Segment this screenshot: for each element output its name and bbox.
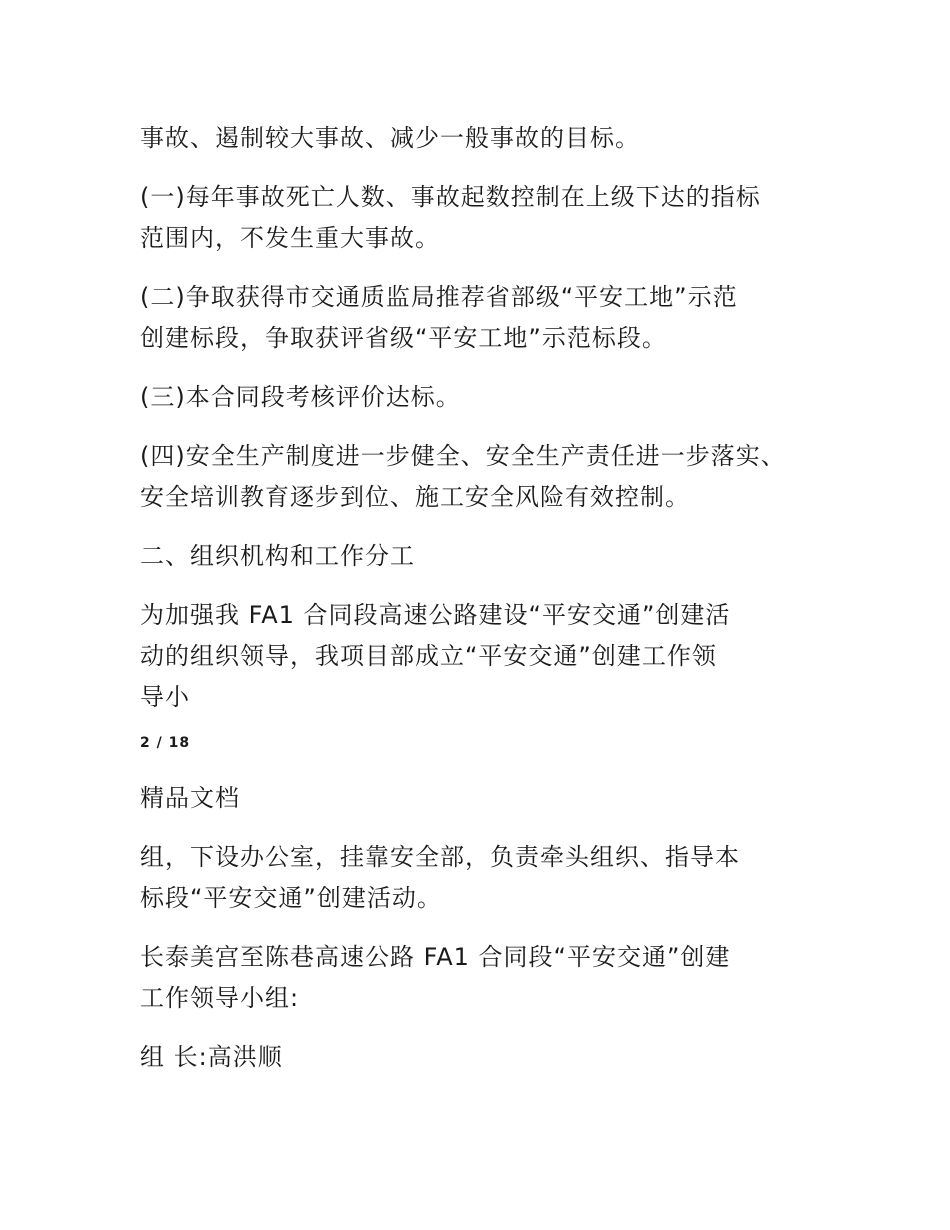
- paragraph-line: 组，下设办公室，挂靠安全部，负责牵头组织、指导本: [140, 843, 740, 871]
- paragraph-line: 组 长:高洪顺: [140, 1043, 283, 1071]
- paragraph-line: 工作领导小组:: [140, 984, 300, 1012]
- page-header: 精品文档: [140, 784, 240, 812]
- paragraph-line: 安全培训教育逐步到位、施工安全风险有效控制。: [140, 483, 690, 511]
- paragraph-line: 动的组织领导，我项目部成立“平安交通”创建工作领: [140, 642, 717, 670]
- paragraph-line: (四)安全生产制度进一步健全、安全生产责任进一步落实、: [140, 442, 786, 470]
- paragraph-line: 标段“平安交通”创建活动。: [140, 884, 442, 912]
- paragraph-line: 导小: [140, 683, 190, 711]
- paragraph-line: 创建标段，争取获评省级“平安工地”示范标段。: [140, 324, 667, 352]
- paragraph-line: (二)争取获得市交通质监局推荐省部级“平安工地”示范: [140, 283, 738, 311]
- paragraph-line: (三)本合同段考核评价达标。: [140, 383, 461, 411]
- paragraph-line: (一)每年事故死亡人数、事故起数控制在上级下达的指标: [140, 183, 761, 211]
- page-number: 2 / 18: [140, 735, 191, 751]
- paragraph-line: 范围内，不发生重大事故。: [140, 224, 440, 252]
- paragraph-line: 事故、遏制较大事故、减少一般事故的目标。: [140, 124, 640, 152]
- paragraph-line: 长泰美宫至陈巷高速公路 FA1 合同段“平安交通”创建: [140, 943, 731, 971]
- section-heading: 二、组织机构和工作分工: [140, 542, 415, 570]
- paragraph-line: 为加强我 FA1 合同段高速公路建设“平安交通”创建活: [140, 601, 731, 629]
